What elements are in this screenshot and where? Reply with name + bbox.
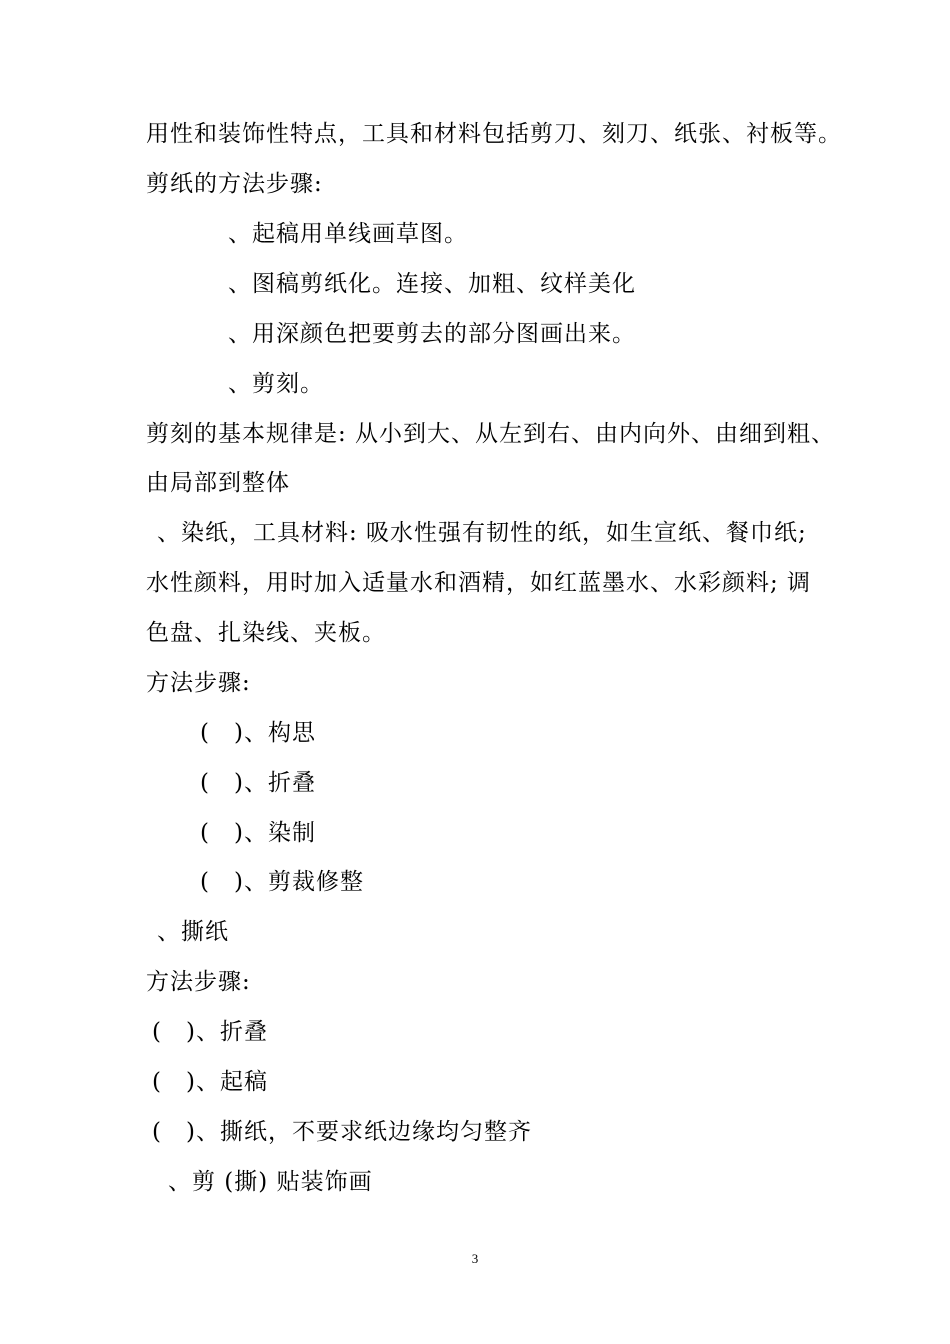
text-line-1: 用性和装饰性特点，工具和材料包括剪刀、刻刀、纸张、衬板等。 (146, 121, 842, 147)
text-line-3: 、起稿用单线画草图。 (228, 221, 468, 247)
text-line-9: 、染纸，工具材料: 吸水性强有韧性的纸，如生宣纸、餐巾纸; (157, 520, 807, 546)
text-line-12: 方法步骤: (146, 670, 251, 696)
text-line-14: ( )、折叠 (200, 770, 316, 796)
text-line-7: 剪刻的基本规律是: 从小到大、从左到右、由内向外、由细到粗、 (146, 421, 836, 447)
text-line-16: ( )、剪裁修整 (200, 869, 364, 895)
text-line-4: 、图稿剪纸化。连接、加粗、纹样美化 (228, 271, 636, 297)
text-line-15: ( )、染制 (200, 820, 316, 846)
text-line-13: ( )、构思 (200, 720, 316, 746)
text-line-17: 、撕纸 (157, 919, 229, 945)
text-line-5: 、用深颜色把要剪去的部分图画出来。 (228, 321, 636, 347)
text-line-18: 方法步骤: (146, 969, 251, 995)
text-line-22: 、剪 (撕) 贴装饰画 (168, 1169, 373, 1195)
text-line-6: 、剪刻。 (228, 371, 324, 397)
text-line-2: 剪纸的方法步骤: (146, 171, 323, 197)
text-line-20: ( )、起稿 (152, 1069, 268, 1095)
text-line-21: ( )、撕纸，不要求纸边缘均匀整齐 (152, 1119, 532, 1145)
text-line-19: ( )、折叠 (152, 1019, 268, 1045)
page-number: 3 (471, 1251, 479, 1266)
text-line-10: 水性颜料，用时加入适量水和酒精，如红蓝墨水、水彩颜料; 调 (146, 570, 812, 596)
text-line-8: 由局部到整体 (146, 470, 290, 496)
text-line-11: 色盘、扎染线、夹板。 (146, 620, 386, 646)
